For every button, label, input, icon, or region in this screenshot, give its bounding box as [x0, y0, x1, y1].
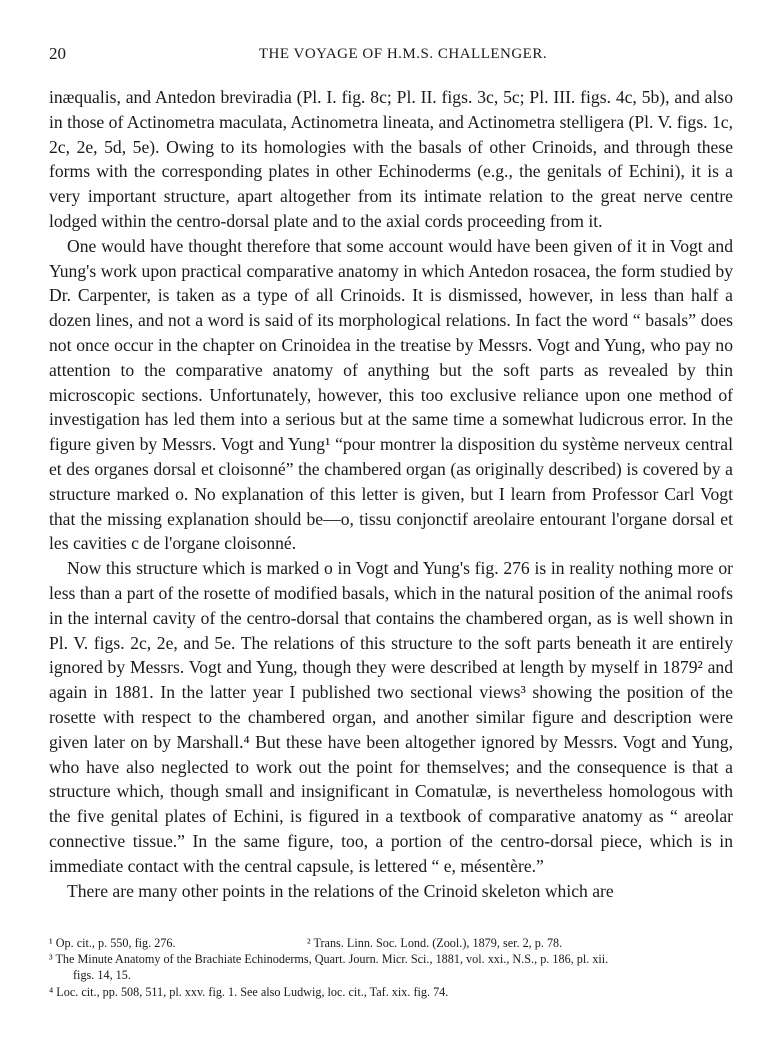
- body-text: [49, 85, 733, 903]
- running-title: THE VOYAGE OF H.M.S. CHALLENGER.: [258, 46, 548, 62]
- footnote-4: ⁴ Loc. cit., pp. 508, 511, pl. xxv. fig. 1. See also Ludwig, loc. cit., Taf. xix. fig. 74.: [49, 984, 449, 999]
- footnote-3-continued: figs. 14, 15.: [73, 968, 131, 983]
- page-number: 20: [49, 44, 66, 63]
- paragraph-2: One would have thought therefore that some account would have been given of it in Vogt and Yung's work upon practical comparative anatomy in which Antedon rosacea, the form studied by Dr. Carpenter, is taken as a type of all Crinoids. It is dismissed, however, in less than half a dozen lines, and not a word is said of its morphological relations. In fact the word “ basals” does not once occur in the chapter on Crinoidea in the treatise by Messrs. Vogt and Yung, who pay no attention to the comparative anatomy of anything but the soft parts as revealed by thin microscopic sections. Unfortunately, however, this too exclusive reliance upon one method of investigation has led them into a serious but at the same time a somewhat ludicrous error. In the figure given by Messrs. Vogt and Yung¹ “pour montrer la disposition du système nerveux central et des organes dorsal et cloisonné” the chambered organ (as originally described) is covered by a structure marked o. No explanation of this letter is given, but I learn from Professor Carl Vogt that the missing explanation should be—o, tissu conjonctif areolaire entourant l'organe dorsal et les cavities c de l'organe cloisonné.: [49, 235, 733, 554]
- footnotes: [49, 935, 733, 1000]
- paragraph-4: There are many other points in the relations of the Crinoid skeleton which are: [67, 880, 614, 901]
- footnote-3: ³ The Minute Anatomy of the Brachiate Echinoderms, Quart. Journ. Micr. Sci., 1881, vol. xxi., N.S., p. 186, pl. xii.: [49, 952, 609, 967]
- footnote-2: ² Trans. Linn. Soc. Lond. (Zool.), 1879, ser. 2, p. 78.: [307, 936, 563, 950]
- footnote-1: ¹ Op. cit., p. 550, fig. 276.: [49, 936, 176, 950]
- paragraph-3: Now this structure which is marked o in Vogt and Yung's fig. 276 is in reality nothing more or less than a part of the rosette of modified basals, which in the natural position of the animal roofs in the internal cavity of the centro-dorsal that contains the chambered organ, as is well shown in Pl. V. figs. 2c, 2e, and 5e. The relations of this structure to the soft parts beneath it are entirely ignored by Messrs. Vogt and Yung, though they were described at length by myself in 1879² and again in 1881. In the latter year I published two sectional views³ showing the position of the rosette with respect to the chambered organ, and another similar figure and description were given later on by Marshall.⁴ But these have been altogether ignored by Messrs. Vogt and Yung, who have also neglected to work out the point for themselves; and the consequence is that a structure which, though small and insignificant in Comatulæ, is nevertheless homologous with the five genital plates of Echini, is figured in a textbook of comparative anatomy as “ areolar connective tissue.” In the same figure, too, a portion of the centro-dorsal piece, which is in immediate contact with the central capsule, is lettered “ e, mésentère.”: [49, 558, 733, 876]
- paragraph-1: inæqualis, and Antedon breviradia (Pl. I. fig. 8c; Pl. II. figs. 3c, 5c; Pl. III. figs. 4c, 5b), and also in those of Actinometra maculata, Actinometra lineata, and Actinometra stelligera (Pl. V. figs. 1c, 2c, 2e, 5d, 5e). Owing to its homologies with the basals of other Crinoids, and through these forms with the corresponding plates in other Echinoderms (e.g., the genitals of Echini), it is a very important structure, apart altogether from its intimate relation to the great nerve centre lodged within the centro-dorsal plate and to the axial cords proceeding from it.: [49, 87, 733, 231]
